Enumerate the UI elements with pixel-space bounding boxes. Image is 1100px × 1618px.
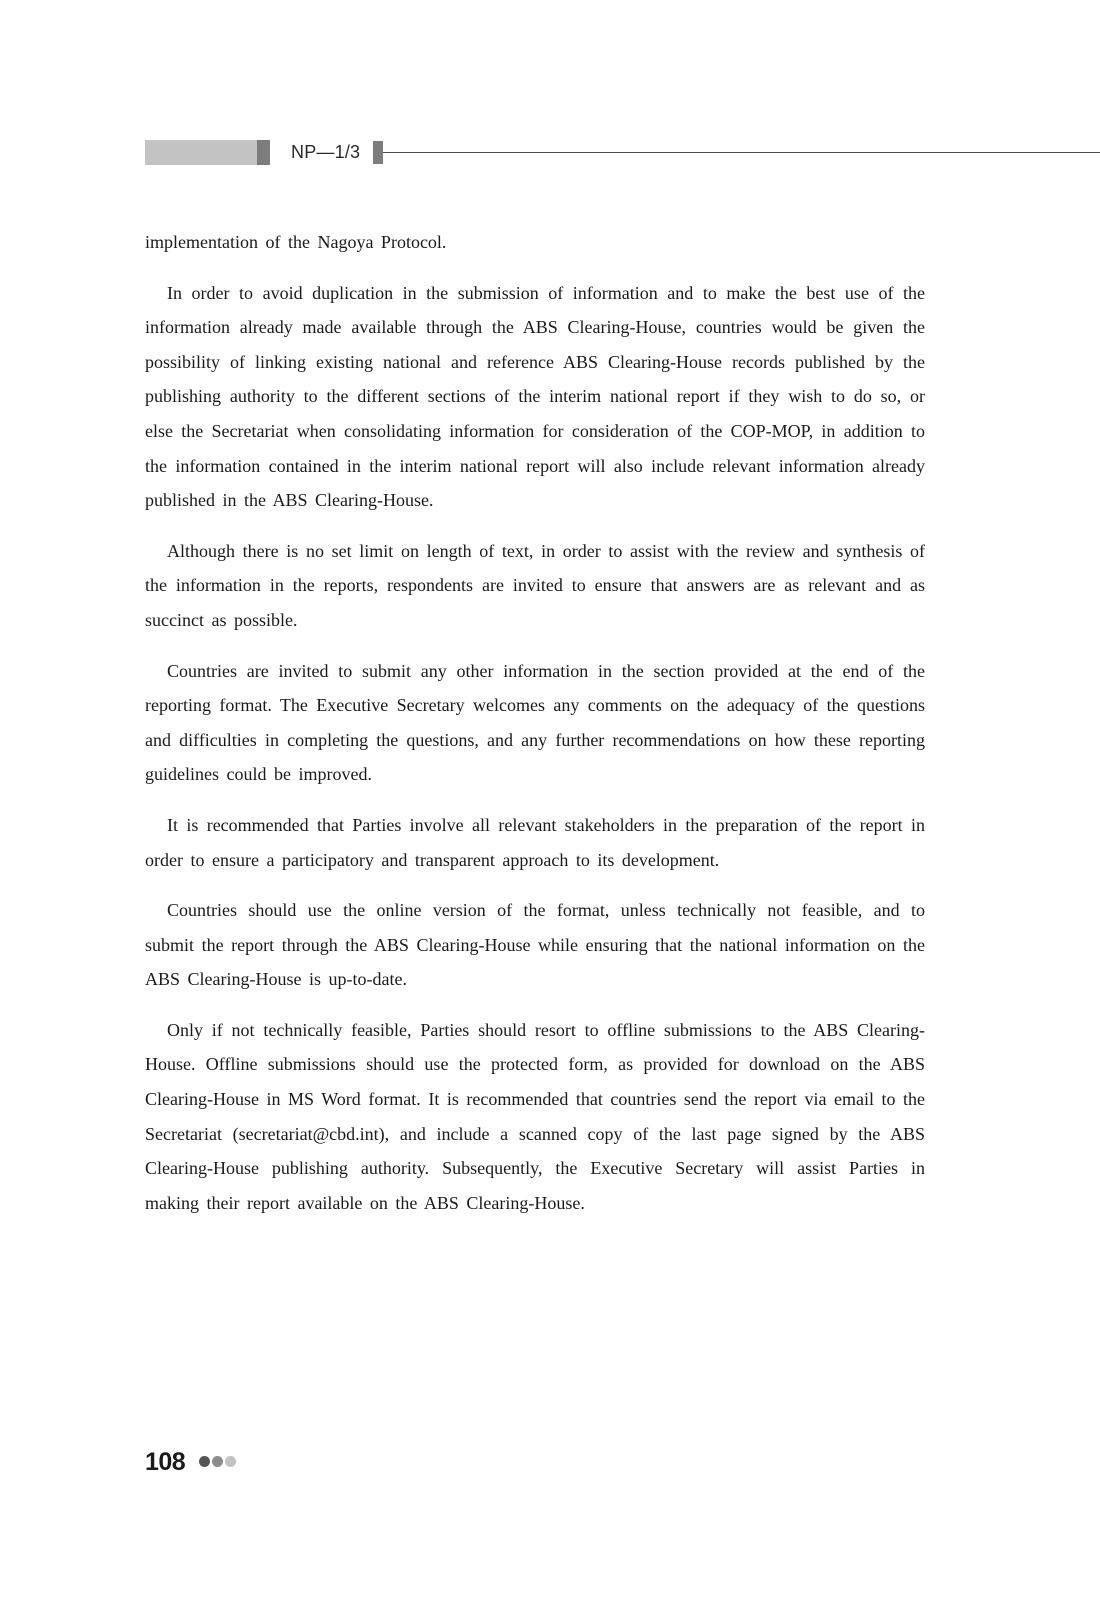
document-code: NP—1/3 <box>291 142 361 162</box>
paragraph-5: It is recommended that Parties involve all relevant stakeholders in the preparation of the report in order to ensure a participatory and transparent approach to its development. <box>145 814 925 870</box>
dot-3 <box>225 1456 236 1467</box>
body-text <box>145 225 925 1236</box>
paragraph-2: In order to avoid duplication in the submission of information and to make the best use of the information already made available through the ABS Clearing-House, countries would be given the possibility of linking existing national and reference ABS Clearing-House records published by the publishing authority to the different sections of the interim national report if they wish to do so, or else the Secretariat when consolidating information for consideration of the COP-MOP, in addition to the information contained in the interim national report will also include relevant information already published in the ABS Clearing-House. <box>145 282 925 511</box>
paragraph-7: Only if not technically feasible, Parties should resort to offline submissions to the ABS Clearing-House. Offline submissions should use the protected form, as provided for download on the ABS Clearing-House in MS Word format. It is recommended that countries send the report via email to the Secretariat (secretariat@cbd.int), and include a scanned copy of the last page signed by the ABS Clearing-House publishing authority. Subsequently, the Executive Secretary will assist Parties in making their report available on the ABS Clearing-House. <box>145 1019 925 1213</box>
paragraph-1: implementation of the Nagoya Protocol. <box>145 232 447 252</box>
dot-2 <box>212 1456 223 1467</box>
header-rule <box>383 152 1100 153</box>
header-bar-dark <box>257 140 270 165</box>
paragraph-4: Countries are invited to submit any other information in the section provided at the end of the reporting format. The Executive Secretary welcomes any comments on the adequacy of the questions and difficulties in completing the questions, and any further recommendations on how these reporting guidelines could be improved. <box>145 660 925 785</box>
dot-1 <box>199 1456 210 1467</box>
paragraph-3: Although there is no set limit on length of text, in order to assist with the review and synthesis of the information in the reports, respondents are invited to ensure that answers are as relevant and as succinct as possible. <box>145 540 925 630</box>
header-bar-light <box>145 140 257 165</box>
page-dots-decoration <box>199 1456 245 1468</box>
header-marker <box>373 141 383 164</box>
running-header <box>145 140 1100 166</box>
page-number: 108 <box>145 1448 186 1476</box>
paragraph-6: Countries should use the online version of the format, unless technically not feasible, and to submit the report through the ABS Clearing-House while ensuring that the national information on the ABS Clearing-House is up-to-date. <box>145 900 925 990</box>
